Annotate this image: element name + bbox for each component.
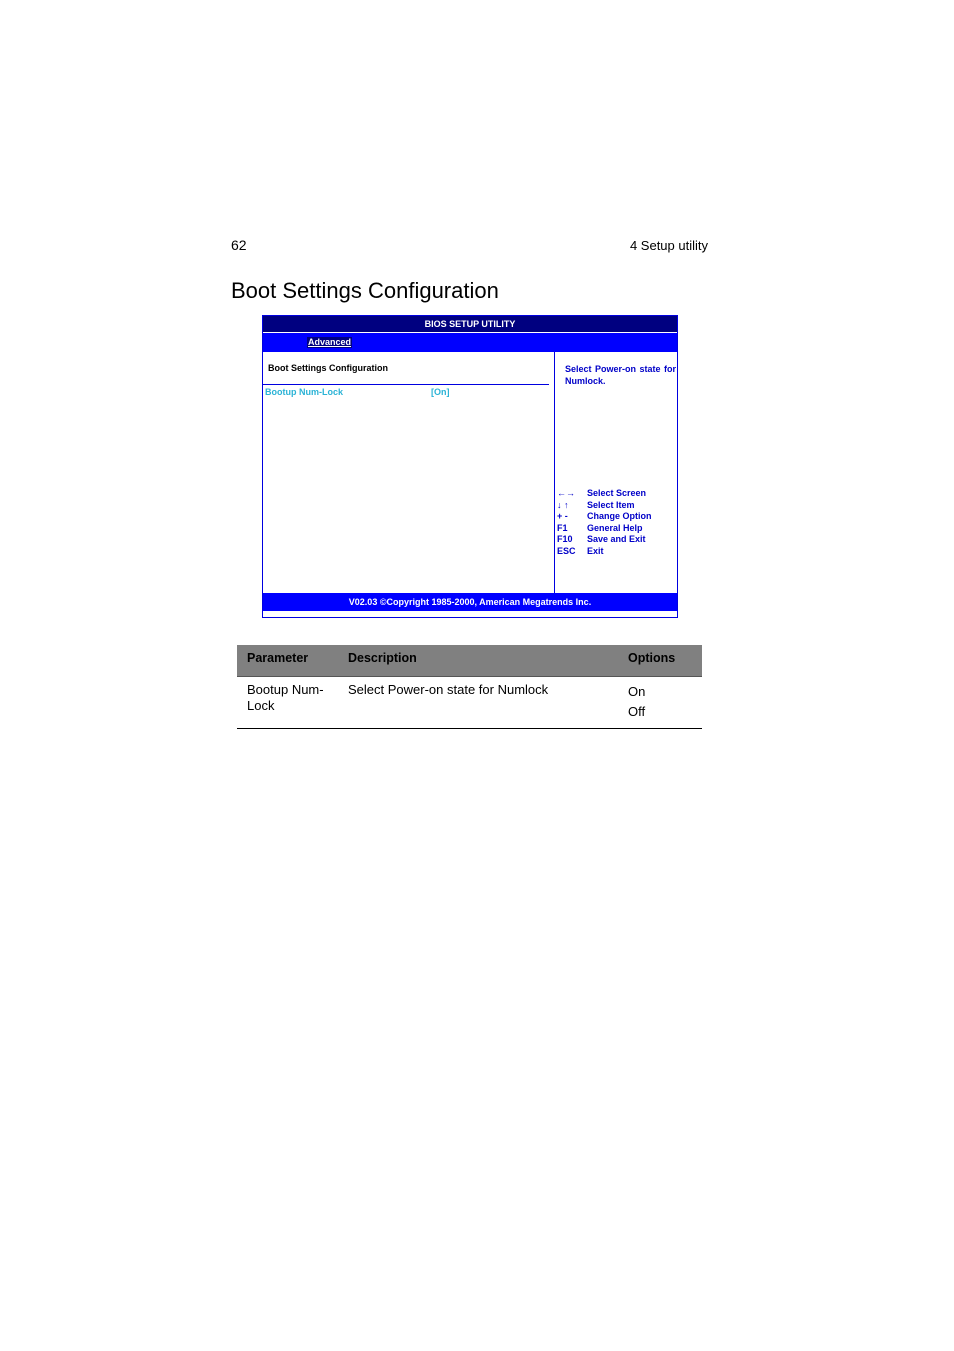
bios-footer: V02.03 ©Copyright 1985-2000, American Megatrends Inc. [263,593,677,611]
key-label: + - [557,511,568,521]
arrows-left-right-icon: ←→ [557,488,575,498]
key-desc: Change Option [587,511,652,521]
page-title: Boot Settings Configuration [231,278,499,303]
bios-screenshot [262,315,678,618]
chapter-title: 4 Setup utility [629,238,708,253]
header-description: Description [348,651,417,665]
option-off: Off [628,704,646,719]
key-label: F1 [557,522,568,533]
bios-settings-panel [263,352,554,593]
arrows-up-down-icon: ↓ ↑ [557,499,569,510]
cell-description: Select Power-on state for Numlock [348,682,549,697]
bios-title-bar: BIOS SETUP UTILITY [263,316,677,332]
parameter-table [237,645,702,729]
key-desc: Select Item [587,499,635,510]
key-desc: Save and Exit [587,534,646,544]
help-text: Select Power-on state for Numlock. [565,364,676,386]
cell-parameter: Bootup Num-Lock [247,682,324,713]
page-number: 62 [231,237,247,253]
bios-section-title: Boot Settings Configuration [268,363,388,373]
key-desc: Select Screen [587,488,647,498]
key-label: F10 [557,534,573,544]
table-header [237,645,702,677]
header-options: Options [628,651,676,665]
table-row [237,677,702,729]
setting-bootup-numlock-label[interactable]: Bootup Num-Lock [265,387,343,397]
setting-bootup-numlock-value[interactable]: [On] [431,387,450,397]
key-label: ESC [557,545,576,556]
tab-advanced[interactable]: Advanced [308,337,352,347]
key-desc: Exit [587,545,604,556]
bios-section-divider [263,384,549,385]
key-desc: General Help [587,522,643,533]
header-parameter: Parameter [247,651,309,665]
cell-options [628,682,698,722]
bios-menu-bar [263,333,677,352]
bios-help-panel [554,352,678,593]
option-on: On [628,684,646,699]
